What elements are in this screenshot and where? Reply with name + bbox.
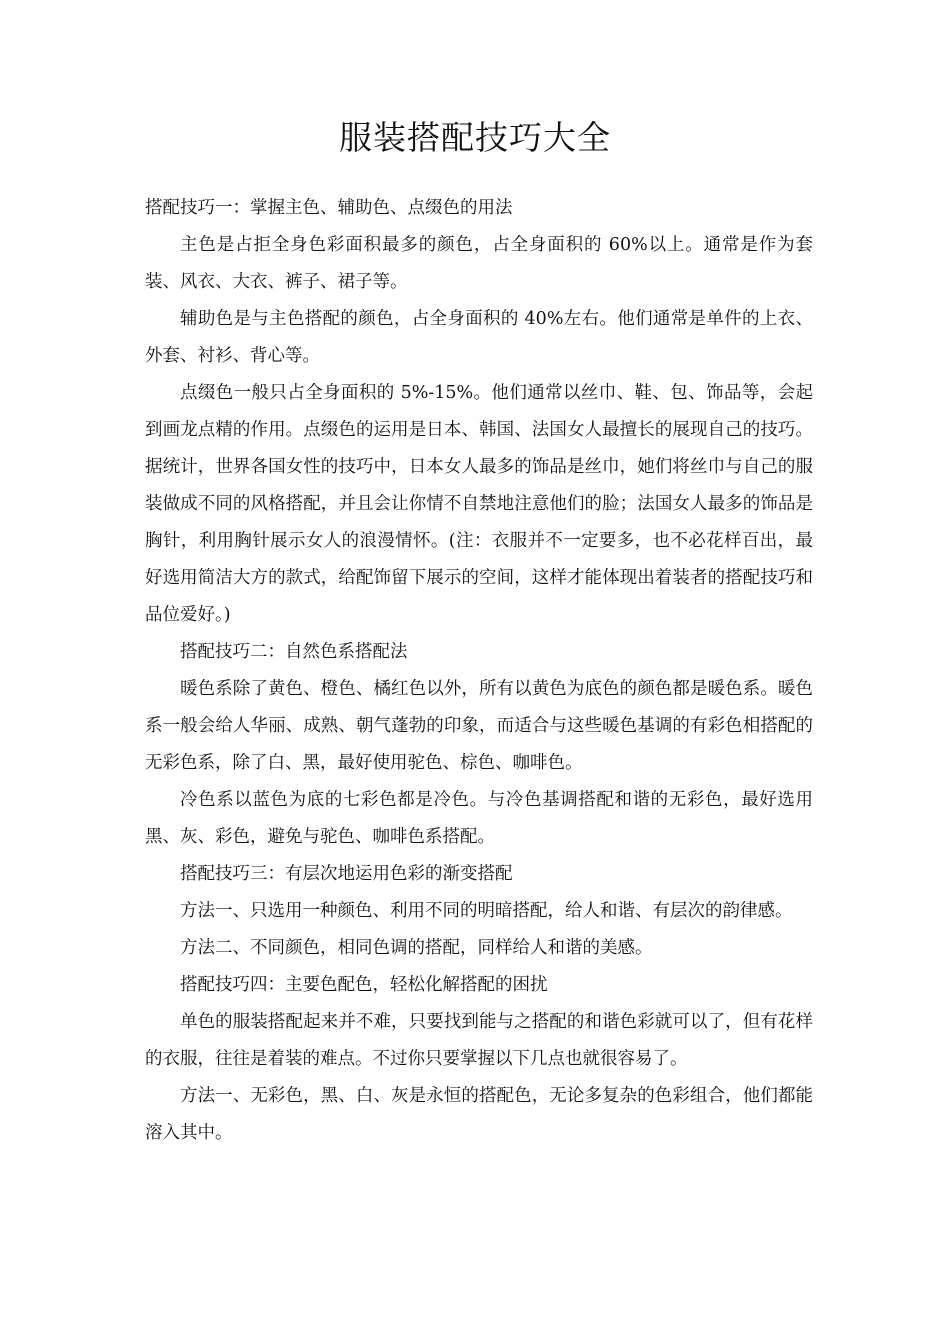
document-title: 服装搭配技巧大全	[339, 118, 611, 157]
paragraph-10: 方法二、不同颜色，相同色调的搭配，同样给人和谐的美感。	[180, 938, 653, 958]
paragraph-12: 单色的服装搭配起来并不难，只要找到能与之搭配的和谐色彩就可以了，但有花样的衣服，往往是着装的难点。不过你只要掌握以下几点也就很容易了。	[145, 1012, 813, 1069]
paragraph-9: 方法一、只选用一种颜色、利用不同的明暗搭配，给人和谐、有层次的韵律感。	[180, 901, 793, 921]
paragraph-1: 搭配技巧一：掌握主色、辅助色、点缀色的用法	[145, 198, 513, 218]
paragraph-5: 搭配技巧二：自然色系搭配法	[180, 642, 408, 662]
paragraph-3: 辅助色是与主色搭配的颜色，占全身面积的 40%左右。他们通常是单件的上衣、外套、衬衫、背心等。	[145, 309, 813, 366]
document-body	[145, 190, 813, 1152]
paragraph-11: 搭配技巧四：主要色配色，轻松化解搭配的困扰	[180, 975, 548, 995]
paragraph-2: 主色是占拒全身色彩面积最多的颜色，占全身面积的 60%以上。通常是作为套装、风衣、大衣、裤子、裙子等。	[145, 235, 813, 292]
paragraph-6: 暖色系除了黄色、橙色、橘红色以外，所有以黄色为底色的颜色都是暖色系。暖色系一般会给人华丽、成熟、朝气蓬勃的印象，而适合与这些暖色基调的有彩色相搭配的无彩色系，除了白、黑，最好使用驼色、棕色、咖啡色。	[145, 679, 813, 773]
paragraph-13: 方法一、无彩色，黑、白、灰是永恒的搭配色，无论多复杂的色彩组合，他们都能溶入其中。	[145, 1086, 813, 1143]
paragraph-8: 搭配技巧三：有层次地运用色彩的渐变搭配	[180, 864, 513, 884]
paragraph-4: 点缀色一般只占全身面积的 5%-15%。他们通常以丝巾、鞋、包、饰品等，会起到画龙点精的作用。点缀色的运用是日本、韩国、法国女人最擅长的展现自己的技巧。据统计，世界各国女性的技巧中，日本女人最多的饰品是丝巾，她们将丝巾与自己的服装做成不同的风格搭配，并且会让你情不自禁地注意他们的脸；法国女人最多的饰品是胸针，利用胸针展示女人的浪漫情怀。(注：衣服并不一定要多，也不必花样百出，最好选用简洁大方的款式，给配饰留下展示的空间，这样才能体现出着装者的搭配技巧和品位爱好。)	[145, 383, 813, 625]
paragraph-7: 冷色系以蓝色为底的七彩色都是冷色。与冷色基调搭配和谐的无彩色，最好选用黑、灰、彩色，避免与驼色、咖啡色系搭配。	[145, 790, 813, 847]
